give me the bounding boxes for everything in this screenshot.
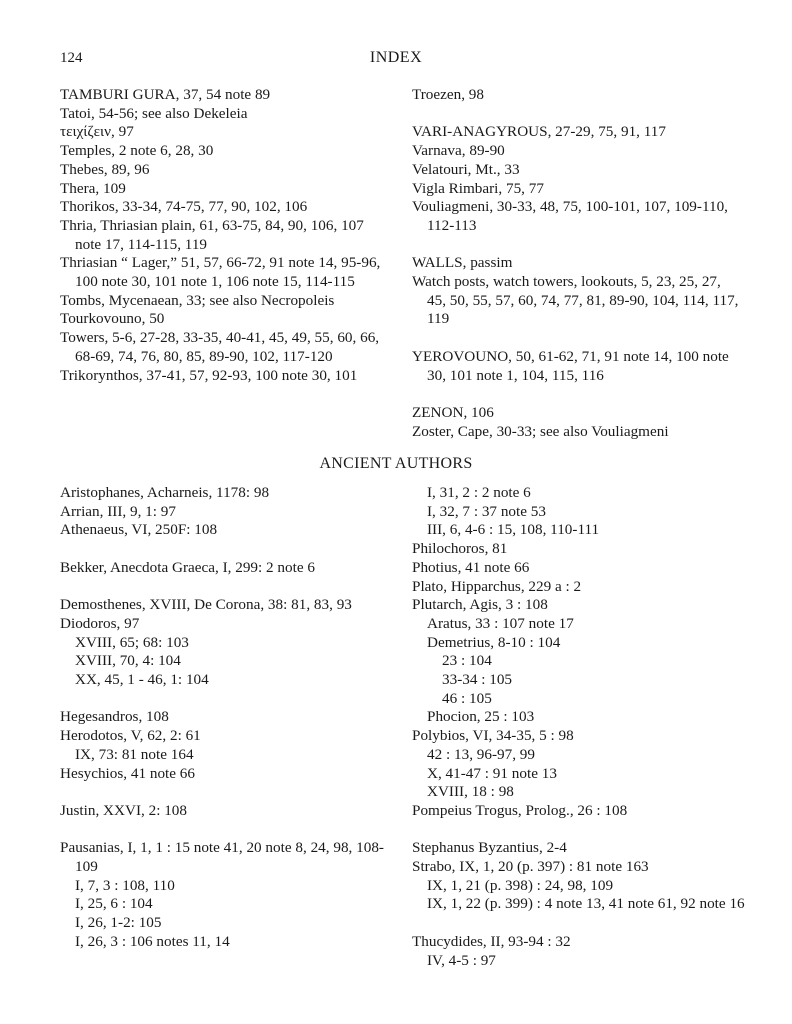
index-entry: Vigla Rimbari, 75, 77: [412, 179, 544, 197]
index-entry: I, 26, 3 : 106 notes 11, 14: [75, 932, 230, 950]
index-entry: Thera, 109: [60, 179, 126, 197]
entry-spacer: [412, 105, 742, 124]
index-entry: Polybios, VI, 34-35, 5 : 98: [412, 727, 574, 745]
index-entry: Hegesandros, 108: [60, 708, 169, 726]
index-entry: Thriasian “ Lager,” 51, 57, 66-72, 91 note 14, 95-96, 100 note 30, 101 note 1, 106 note 15, 114-115: [60, 254, 381, 291]
entry-spacer: [412, 236, 742, 255]
index-entry: τειχίζειν, 97: [60, 123, 134, 141]
index-entry: Velatouri, Mt., 33: [412, 160, 520, 178]
index-entry: X, 41-47 : 91 note 13: [427, 764, 557, 782]
index-entry: I, 7, 3 : 108, 110: [75, 876, 175, 894]
index-entry: Demetrius, 8-10 : 104: [427, 633, 561, 651]
index-entry: Vouliagmeni, 30-33, 48, 75, 100-101, 107, 109-110, 112-113: [412, 198, 728, 234]
index-entry: Phocion, 25 : 103: [427, 708, 535, 726]
index-entry: Pompeius Trogus, Prolog., 26 : 108: [412, 801, 628, 819]
index-entry: I, 25, 6 : 104: [75, 895, 153, 913]
page-number: 124: [60, 50, 83, 66]
index-entry: Trikorynthos, 37-41, 57, 92-93, 100 note 30, 101: [60, 366, 358, 384]
index-entry: III, 6, 4-6 : 15, 108, 110-111: [427, 521, 600, 539]
entry-spacer: [412, 821, 752, 840]
index-entry: I, 32, 7 : 37 note 53: [427, 502, 546, 520]
index-entry: 46 : 105: [442, 689, 492, 707]
index-entry: Aristophanes, Acharneis, 1178: 98: [60, 484, 270, 501]
entry-spacer: [60, 540, 400, 559]
index-entry: Thucydides, II, 93-94 : 32: [412, 932, 571, 950]
place-index-right-column: [412, 86, 742, 441]
index-entry: Tatoi, 54-56; see also Dekeleia: [60, 104, 248, 122]
index-entry: IX, 73: 81 note 164: [75, 745, 194, 763]
index-entry: 33-34 : 105: [442, 671, 513, 689]
index-entry: Justin, XXVI, 2: 108: [60, 801, 187, 819]
running-head: INDEX: [369, 49, 423, 66]
index-entry: Thebes, 89, 96: [60, 160, 150, 178]
entry-spacer: [412, 385, 742, 404]
authors-left-column: [60, 484, 400, 952]
index-entry: Hesychios, 41 note 66: [60, 764, 195, 782]
index-entry: Athenaeus, VI, 250F: 108: [60, 521, 218, 539]
index-entry: IX, 1, 21 (p. 398) : 24, 98, 109: [427, 876, 614, 894]
index-entry: I, 31, 2 : 2 note 6: [427, 484, 531, 501]
index-entry: VARI-ANAGYROUS, 27-29, 75, 91, 117: [412, 123, 666, 141]
index-entry: Thorikos, 33-34, 74-75, 77, 90, 102, 106: [60, 198, 308, 216]
index-entry: Plutarch, Agis, 3 : 108: [412, 596, 548, 614]
index-entry: Tombs, Mycenaean, 33; see also Necropoleis: [60, 291, 335, 309]
index-entry: Demosthenes, XVIII, De Corona, 38: 81, 83, 93: [60, 596, 352, 614]
entry-spacer: [412, 329, 742, 348]
index-entry: 23 : 104: [442, 652, 492, 670]
entry-spacer: [412, 914, 752, 933]
section-heading-ancient-authors: ANCIENT AUTHORS: [319, 455, 473, 472]
entry-spacer: [60, 690, 400, 709]
index-entry: YEROVOUNO, 50, 61-62, 71, 91 note 14, 100 note 30, 101 note 1, 104, 115, 116: [412, 347, 729, 384]
index-entry: Bekker, Anecdota Graeca, I, 299: 2 note 6: [60, 558, 315, 576]
index-entry: XVIII, 18 : 98: [427, 783, 514, 801]
index-entry: Diodoros, 97: [60, 614, 140, 632]
authors-right-column: [412, 484, 752, 970]
index-entry: Towers, 5-6, 27-28, 33-35, 40-41, 45, 49, 55, 60, 66, 68-69, 74, 76, 80, 85, 89-90, 102, 117-120: [60, 329, 380, 365]
index-entry: IX, 1, 22 (p. 399) : 4 note 13, 41 note 61, 92 note 16: [427, 895, 745, 913]
index-entry: Aratus, 33 : 107 note 17: [427, 614, 574, 632]
index-entry: 42 : 13, 96-97, 99: [427, 745, 535, 763]
index-entry: Troezen, 98: [412, 86, 484, 103]
index-entry: ZENON, 106: [412, 403, 494, 421]
index-entry: Pausanias, I, 1, 1 : 15 note 41, 20 note 8, 24, 98, 108-109: [60, 839, 384, 875]
index-entry: Thria, Thriasian plain, 61, 63-75, 84, 90, 106, 107 note 17, 114-115, 119: [60, 216, 364, 253]
index-entry: Watch posts, watch towers, lookouts, 5, 23, 25, 27, 45, 50, 55, 57, 60, 74, 77, 81, 89-90, 104, 114, 117, 119: [412, 273, 739, 328]
index-entry: Temples, 2 note 6, 28, 30: [60, 142, 214, 160]
index-entry: Strabo, IX, 1, 20 (p. 397) : 81 note 163: [412, 858, 649, 876]
index-entry: Herodotos, V, 62, 2: 61: [60, 727, 201, 745]
index-entry: XVIII, 65; 68: 103: [75, 633, 189, 651]
index-entry: XX, 45, 1 - 46, 1: 104: [75, 671, 209, 688]
index-entry: Plato, Hipparchus, 229 a : 2: [412, 577, 582, 595]
entry-spacer: [60, 578, 400, 597]
index-entry: Philochoros, 81: [412, 540, 508, 558]
index-entry: TAMBURI GURA, 37, 54 note 89: [60, 86, 271, 103]
place-index-left-column: [60, 86, 390, 385]
index-entry: Tourkovouno, 50: [60, 310, 165, 328]
index-entry: XVIII, 70, 4: 104: [75, 652, 181, 670]
index-entry: Photius, 41 note 66: [412, 558, 530, 576]
index-entry: Arrian, III, 9, 1: 97: [60, 502, 176, 520]
index-entry: I, 26, 1-2: 105: [75, 914, 162, 932]
index-entry: Varnava, 89-90: [412, 142, 505, 160]
entry-spacer: [60, 821, 400, 840]
index-entry: WALLS, passim: [412, 254, 513, 272]
index-entry: Stephanus Byzantius, 2-4: [412, 839, 567, 857]
index-entry: IV, 4-5 : 97: [427, 951, 496, 969]
entry-spacer: [60, 783, 400, 802]
index-entry: Zoster, Cape, 30-33; see also Vouliagmeni: [412, 422, 669, 440]
